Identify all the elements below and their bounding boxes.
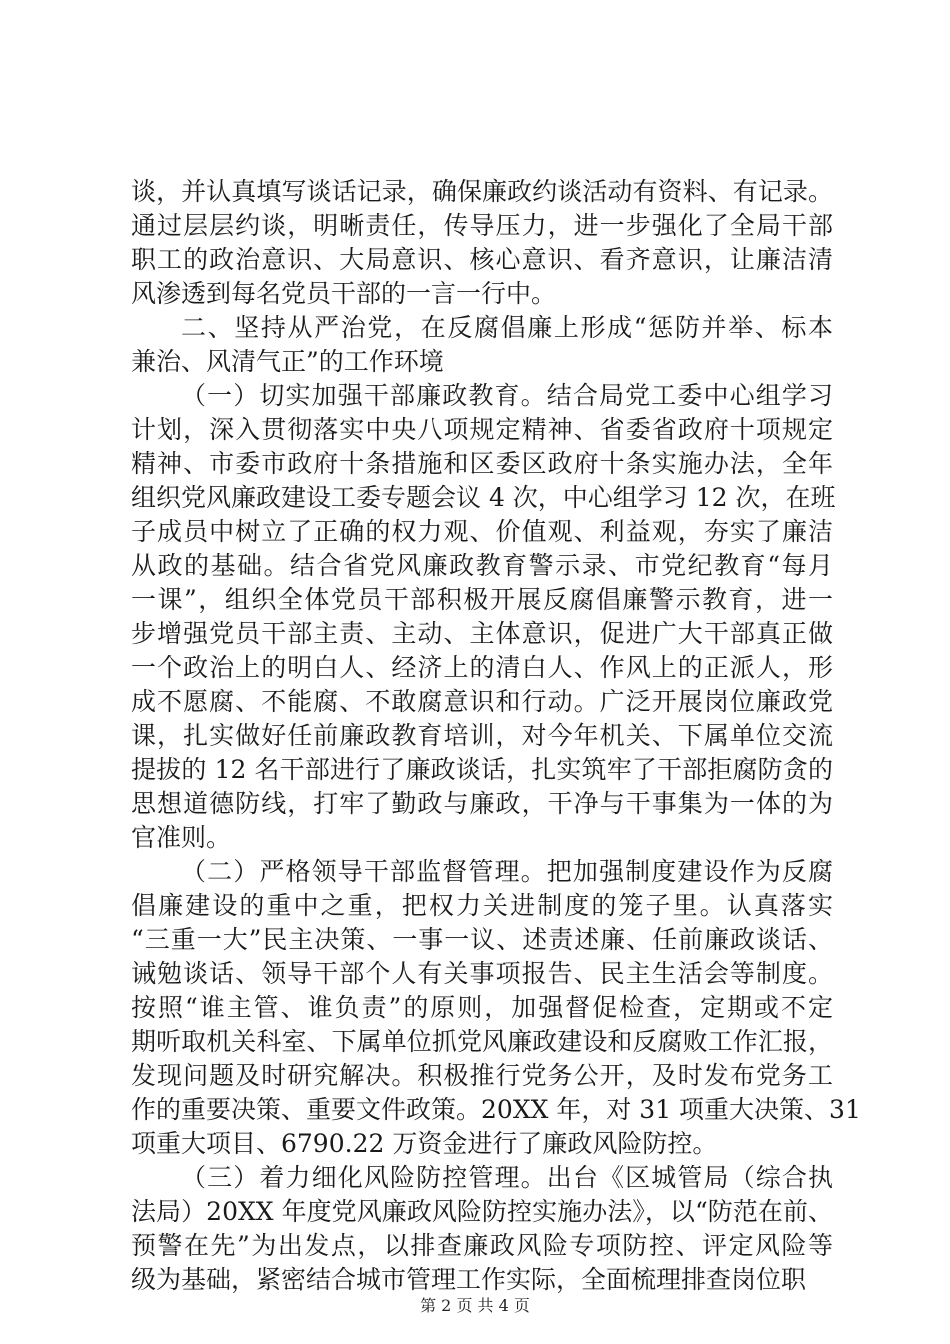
text-line: 计划，深入贯彻落实中央八项规定精神、省委省政府十项规定 bbox=[131, 415, 833, 444]
text-line: 通过层层约谈，明晰责任，传导压力，进一步强化了全局干部 bbox=[131, 211, 833, 240]
text-line: 谈，并认真填写谈话记录，确保廉政约谈活动有资料、有记录。 bbox=[131, 177, 833, 206]
text-line: 风渗透到每名党员干部的一言一行中。 bbox=[131, 279, 557, 308]
text-line: 提拔的 12 名干部进行了廉政谈话，扎实筑牢了干部拒腐防贪的 bbox=[131, 755, 833, 784]
text-line: 诫勉谈话、领导干部个人有关事项报告、民主生活会等制度。 bbox=[131, 959, 833, 988]
text-line: 预警在先”为出发点，以排查廉政风险专项防控、评定风险等 bbox=[131, 1231, 833, 1260]
text-line: 成不愿腐、不能腐、不敢腐意识和行动。广泛开展岗位廉政党 bbox=[131, 687, 833, 716]
paragraph-p-section-3 bbox=[131, 1161, 833, 1297]
text-line: 职工的政治意识、大局意识、核心意识、看齐意识，让廉洁清 bbox=[131, 245, 833, 274]
text-line: 思想道德防线，打牢了勤政与廉政，干净与干事集为一体的为 bbox=[131, 789, 833, 818]
text-line: 按照“谁主管、谁负责”的原则，加强督促检查，定期或不定 bbox=[131, 993, 833, 1022]
text-line: 倡廉建设的重中之重，把权力关进制度的笼子里。认真落实 bbox=[131, 891, 833, 920]
text-line: 级为基础，紧密结合城市管理工作实际，全面梳理排查岗位职 bbox=[131, 1265, 807, 1294]
text-line: 官准则。 bbox=[131, 823, 232, 852]
text-line: 二、坚持从严治党，在反腐倡廉上形成“惩防并举、标本 bbox=[181, 313, 833, 342]
text-line: “三重一大”民主决策、一事一议、述责述廉、任前廉政谈话、 bbox=[131, 925, 833, 954]
paragraph-p-section-1 bbox=[131, 379, 836, 855]
text-line: 组织党风廉政建设工委专题会议 4 次，中心组学习 12 次，在班 bbox=[131, 483, 836, 512]
text-line: 一课”，组织全体党员干部积极开展反腐倡廉警示教育，进一 bbox=[131, 585, 833, 614]
page-footer: 第 2 页 共 4 页 bbox=[420, 1296, 530, 1315]
text-line: 课，扎实做好任前廉政教育培训，对今年机关、下属单位交流 bbox=[131, 721, 833, 750]
paragraph-p-heading-2 bbox=[131, 311, 833, 379]
text-line: 子成员中树立了正确的权力观、价值观、利益观，夯实了廉洁 bbox=[131, 517, 833, 546]
text-line: 期听取机关科室、下属单位抓党风廉政建设和反腐败工作汇报， bbox=[131, 1027, 833, 1056]
text-line: 作的重要决策、重要文件政策。20XX 年，对 31 项重大决策、31 bbox=[131, 1095, 861, 1124]
text-line: 精神、市委市政府十条措施和区委区政府十条实施办法，全年 bbox=[131, 449, 833, 478]
paragraph-p-section-2 bbox=[131, 855, 861, 1161]
text-line: 从政的基础。结合省党风廉政教育警示录、市党纪教育“每月 bbox=[131, 551, 833, 580]
paragraph-p-continuation bbox=[131, 175, 833, 311]
text-line: 步增强党员干部主责、主动、主体意识，促进广大干部真正做 bbox=[131, 619, 833, 648]
document-body bbox=[131, 175, 861, 1297]
text-line: 兼治、风清气正”的工作环境 bbox=[131, 347, 444, 376]
text-line: （二）严格领导干部监督管理。把加强制度建设作为反腐 bbox=[181, 857, 833, 886]
text-line: （一）切实加强干部廉政教育。结合局党工委中心组学习 bbox=[181, 381, 833, 410]
text-line: 发现问题及时研究解决。积极推行党务公开，及时发布党务工 bbox=[131, 1061, 833, 1090]
text-line: 法局）20XX 年度党风廉政风险防控实施办法》，以“防范在前、 bbox=[131, 1197, 833, 1226]
text-line: 项重大项目、6790.22 万资金进行了廉政风险防控。 bbox=[131, 1129, 718, 1158]
text-line: （三）着力细化风险防控管理。出台《区城管局（综合执 bbox=[181, 1163, 833, 1192]
text-line: 一个政治上的明白人、经济上的清白人、作风上的正派人，形 bbox=[131, 653, 833, 682]
